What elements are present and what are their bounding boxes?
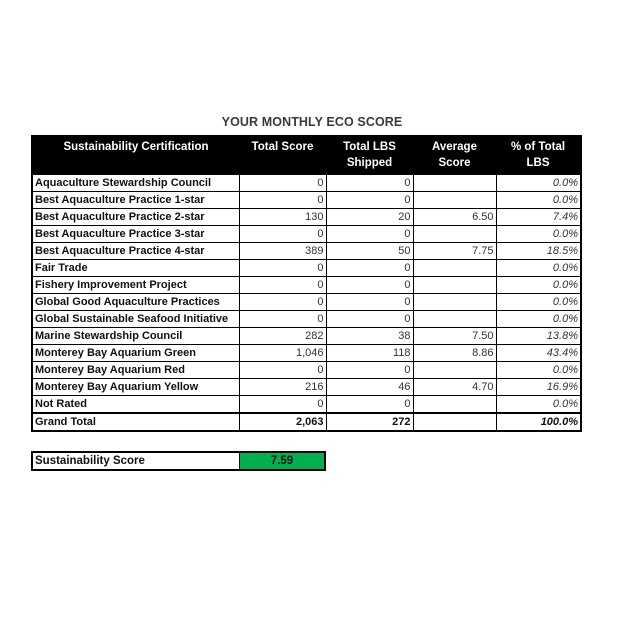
table-row [32,311,581,328]
cell-total-lbs: 0 [326,226,413,243]
cell-pct-total-lbs: 0.0% [496,362,581,379]
cell-certification: Fair Trade [32,260,239,277]
cell-pct-total-lbs: 0.0% [496,396,581,414]
cell-average-score [413,396,496,414]
cell-pct-total-lbs: 16.9% [496,379,581,396]
table-row [32,379,581,396]
cell-pct-total-lbs: 100.0% [496,413,581,431]
cell-average-score [413,226,496,243]
cell-certification: Best Aquaculture Practice 3-star [32,226,239,243]
cell-certification: Monterey Bay Aquarium Green [32,345,239,362]
cell-average-score [413,311,496,328]
cell-total-lbs: 38 [326,328,413,345]
grand-total-row [32,413,581,431]
eco-score-table [31,135,582,432]
table-row [32,294,581,311]
cell-average-score: 7.50 [413,328,496,345]
cell-total-score: 282 [239,328,326,345]
cell-certification: Monterey Bay Aquarium Yellow [32,379,239,396]
cell-total-lbs: 50 [326,243,413,260]
cell-certification: Marine Stewardship Council [32,328,239,345]
table-header-row [32,136,581,175]
cell-total-lbs: 20 [326,209,413,226]
cell-average-score [413,362,496,379]
table-row [32,175,581,192]
cell-total-score: 0 [239,362,326,379]
table-row [32,209,581,226]
header-average-score: Average Score [413,136,496,175]
cell-total-lbs: 0 [326,294,413,311]
cell-total-lbs: 0 [326,260,413,277]
cell-pct-total-lbs: 0.0% [496,226,581,243]
cell-pct-total-lbs: 0.0% [496,277,581,294]
cell-certification: Best Aquaculture Practice 2-star [32,209,239,226]
cell-pct-total-lbs: 0.0% [496,260,581,277]
cell-pct-total-lbs: 43.4% [496,345,581,362]
cell-total-lbs: 46 [326,379,413,396]
cell-total-lbs: 0 [326,192,413,209]
cell-certification: Global Sustainable Seafood Initiative [32,311,239,328]
page-title: YOUR MONTHLY ECO SCORE [221,115,403,129]
cell-total-score: 0 [239,226,326,243]
cell-pct-total-lbs: 13.8% [496,328,581,345]
table-row [32,192,581,209]
cell-total-lbs: 0 [326,175,413,192]
cell-average-score [413,277,496,294]
cell-average-score [413,175,496,192]
cell-certification: Aquaculture Stewardship Council [32,175,239,192]
cell-certification: Monterey Bay Aquarium Red [32,362,239,379]
table-row [32,277,581,294]
cell-total-lbs: 0 [326,362,413,379]
cell-pct-total-lbs: 0.0% [496,192,581,209]
cell-total-score: 1,046 [239,345,326,362]
cell-average-score [413,413,496,431]
cell-total-score: 0 [239,277,326,294]
table-row [32,345,581,362]
cell-average-score [413,192,496,209]
cell-total-score: 2,063 [239,413,326,431]
cell-total-lbs: 118 [326,345,413,362]
cell-total-lbs: 0 [326,311,413,328]
header-total-score: Total Score [239,136,326,175]
table-row [32,396,581,414]
cell-average-score [413,260,496,277]
cell-certification: Best Aquaculture Practice 1-star [32,192,239,209]
cell-average-score: 6.50 [413,209,496,226]
cell-total-lbs: 0 [326,277,413,294]
table-row [32,243,581,260]
sustainability-score-label: Sustainability Score [32,452,240,470]
cell-average-score: 7.75 [413,243,496,260]
cell-certification: Not Rated [32,396,239,414]
cell-average-score: 4.70 [413,379,496,396]
header-total-lbs: Total LBS Shipped [326,136,413,175]
cell-pct-total-lbs: 0.0% [496,175,581,192]
cell-total-score: 389 [239,243,326,260]
cell-pct-total-lbs: 7.4% [496,209,581,226]
cell-total-score: 216 [239,379,326,396]
cell-certification: Fishery Improvement Project [32,277,239,294]
table-row [32,226,581,243]
header-certification: Sustainability Certification [32,136,239,175]
table-row [32,362,581,379]
cell-total-lbs: 0 [326,396,413,414]
cell-total-score: 0 [239,294,326,311]
cell-certification: Grand Total [32,413,239,431]
cell-pct-total-lbs: 0.0% [496,311,581,328]
cell-total-score: 0 [239,260,326,277]
cell-total-score: 0 [239,311,326,328]
cell-pct-total-lbs: 0.0% [496,294,581,311]
cell-total-score: 0 [239,192,326,209]
cell-average-score: 8.86 [413,345,496,362]
sustainability-score-box [31,451,326,471]
cell-certification: Global Good Aquaculture Practices [32,294,239,311]
cell-total-lbs: 272 [326,413,413,431]
cell-average-score [413,294,496,311]
cell-certification: Best Aquaculture Practice 4-star [32,243,239,260]
header-pct-total-lbs: % of Total LBS [496,136,581,175]
table-row [32,260,581,277]
table-row [32,328,581,345]
cell-pct-total-lbs: 18.5% [496,243,581,260]
cell-total-score: 0 [239,396,326,414]
sustainability-score-value: 7.59 [240,452,326,470]
cell-total-score: 0 [239,175,326,192]
cell-total-score: 130 [239,209,326,226]
